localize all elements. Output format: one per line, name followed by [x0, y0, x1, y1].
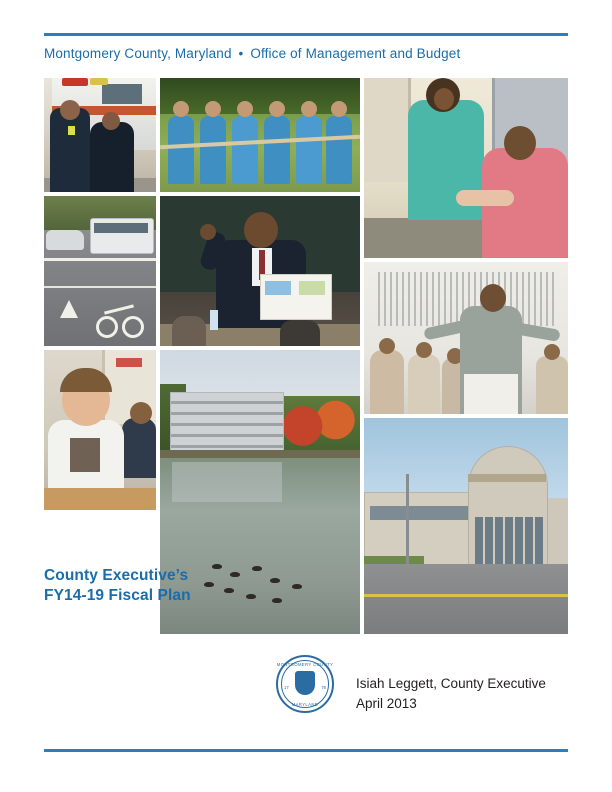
bottom-divider-rule — [44, 749, 568, 752]
executive-byline — [356, 674, 546, 715]
cover-title-line-1: County Executive’s — [44, 567, 189, 584]
photo-boy-at-table — [44, 350, 156, 510]
photo-senior-exercise-class — [364, 262, 568, 414]
cover-photo-mosaic — [44, 78, 568, 556]
seal-year-left: 17 — [284, 685, 289, 690]
cover-title — [44, 566, 191, 607]
photo-school-building — [364, 418, 568, 634]
executive-name: Isiah Leggett, County Executive — [356, 676, 546, 691]
seal-crest-shield-icon — [295, 671, 315, 695]
document-header — [44, 46, 574, 61]
header-department: Office of Management and Budget — [250, 46, 461, 61]
top-divider-rule — [44, 33, 568, 36]
photo-paramedics-ambulance — [44, 78, 156, 192]
photo-children-tug-of-war — [160, 78, 360, 192]
seal-bottom-text: MARYLAND — [291, 702, 319, 707]
photo-bike-lane-bus — [44, 196, 156, 346]
publication-date: April 2013 — [356, 696, 417, 712]
photo-health-screening — [364, 78, 568, 258]
cover-title-line-2: FY14-19 Fiscal Plan — [44, 587, 191, 605]
seal-year-right: 76 — [321, 685, 326, 690]
header-jurisdiction: Montgomery County, Maryland — [44, 46, 232, 61]
seal-top-text: MONTGOMERY COUNTY — [276, 662, 334, 667]
photo-storytime-reading — [160, 196, 360, 346]
county-seal-icon — [276, 655, 334, 713]
header-separator-bullet: • — [238, 46, 244, 61]
